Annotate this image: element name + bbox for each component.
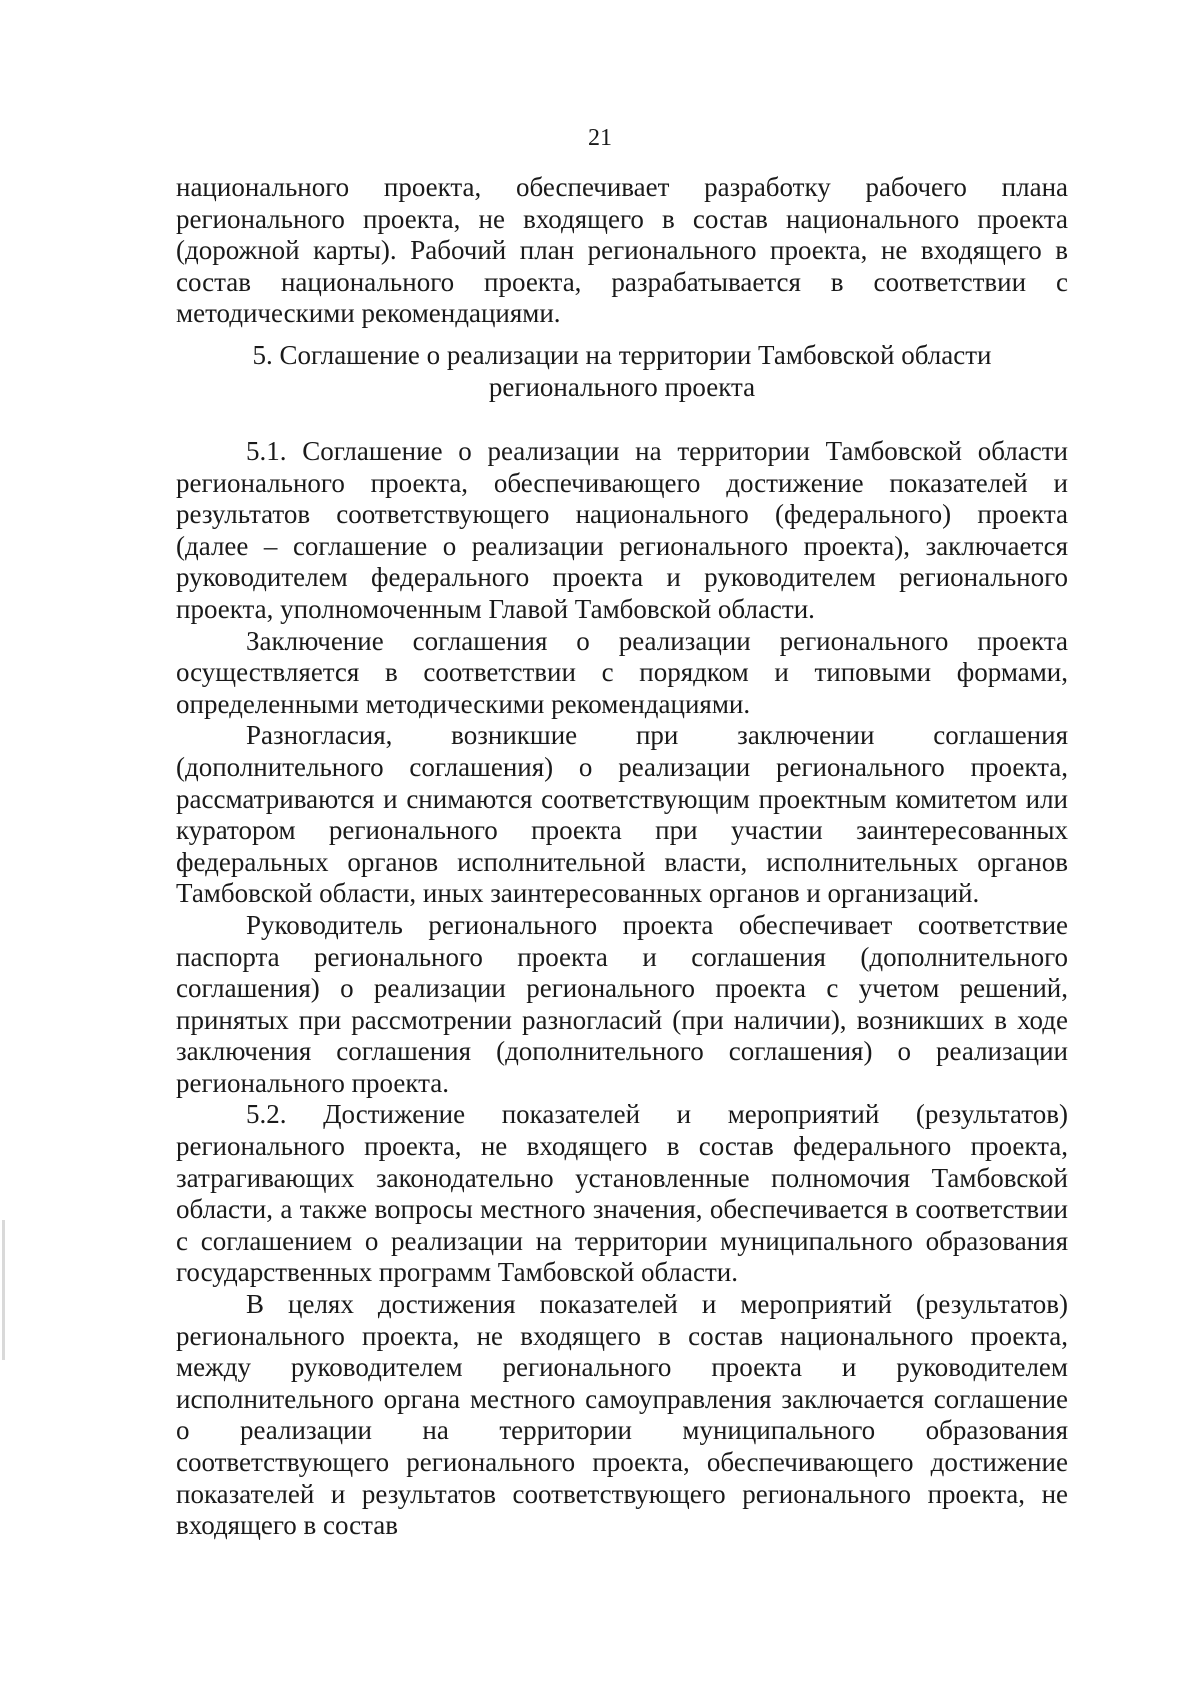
paragraph-goals: В целях достижения показателей и мероприятий (результатов) регионального проекта, не входящего в состав национального проекта, между руководителем регионального проекта и руководителем исполнительного органа местного самоуправления заключается соглашение о реализации на территории муниципального образования соответствующего регионального проекта, обеспечивающего достижение показателей и результатов соответствующего регионального проекта, не входящего в состав <box>176 1289 1068 1541</box>
paragraph-5-1: 5.1. Соглашение о реализации на территории Тамбовской области регионального проекта, обеспечивающего достижение показателей и результатов соответствующего национального (федерального) проекта (далее – соглашение о реализации регионального проекта), заключается руководителем федерального проекта и руководителем регионального проекта, уполномоченным Главой Тамбовской области. <box>176 436 1068 624</box>
paragraph-5-2: 5.2. Достижение показателей и мероприятий (результатов) регионального проекта, не входящего в состав федерального проекта, затрагивающих законодательно установленные полномочия Тамбовской области, а также вопросы местного значения, обеспечивается в соответствии с соглашением о реализации на территории муниципального образования государственных программ Тамбовской области. <box>176 1099 1068 1288</box>
paragraph-agreement-conclusion: Заключение соглашения о реализации регионального проекта осуществляется в соответствии с порядком и типовыми формами, определенными методическими рекомендациями. <box>176 625 1068 719</box>
section-heading-line-2: регионального проекта <box>488 372 756 402</box>
section-body <box>176 436 1068 1542</box>
page-number: 21 <box>588 125 612 151</box>
section-heading <box>176 339 1068 403</box>
paragraph-disagreements: Разногласия, возникшие при заключении соглашения (дополнительного соглашения) о реализации регионального проекта, рассматриваются и снимаются соответствующим проектным комитетом или куратором регионального проекта при участии заинтересованных федеральных органов исполнительной власти, исполнительных органов Тамбовской области, иных заинтересованных органов и организаций. <box>176 720 1068 909</box>
intro-text-block <box>176 172 1068 330</box>
section-heading-line-1: 5. Соглашение о реализации на территории Тамбовской области <box>252 340 992 370</box>
intro-paragraph: национального проекта, обеспечивает разработку рабочего плана регионального проекта, не входящего в состав национального проекта (дорожной карты). Рабочий план регионального проекта, не входящего в состав национального проекта, разрабатывается в соответствии с методическими рекомендациями. <box>176 172 1068 329</box>
paragraph-project-leader: Руководитель регионального проекта обеспечивает соответствие паспорта регионального проекта и соглашения (дополнительного соглашения) о реализации регионального проекта с учетом решений, принятых при рассмотрении разногласий (при наличии), возникших в ходе заключения соглашения (дополнительного соглашения) о реализации регионального проекта. <box>176 909 1068 1098</box>
scan-edge-mark <box>2 1220 5 1360</box>
